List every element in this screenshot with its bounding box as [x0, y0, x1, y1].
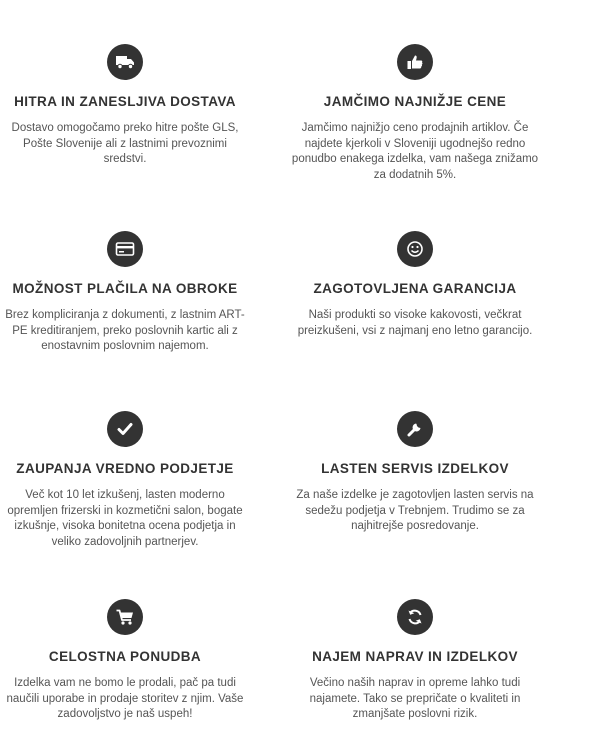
- shopping-cart-icon: [107, 599, 143, 635]
- feature-installments: [0, 231, 255, 355]
- check-icon: [107, 411, 143, 447]
- smiley-icon: [397, 231, 433, 267]
- feature-warranty: [285, 231, 545, 339]
- feature-title: ZAGOTOVLJENA GARANCIJA: [313, 281, 517, 296]
- feature-title: NAJEM NAPRAV IN IZDELKOV: [312, 649, 518, 664]
- feature-description: Naši produkti so visoke kakovosti, večkrat preizkušeni, vsi z najmanj eno letno garancijo.: [297, 309, 533, 337]
- feature-service: [285, 411, 545, 535]
- feature-title: LASTEN SERVIS IZDELKOV: [321, 461, 509, 476]
- feature-description: Za naše izdelke je zagotovljen lasten servis na sedežu podjetja v Trebnjem. Trudimo se za najhitrejše posredovanje.: [296, 489, 534, 532]
- feature-complete-offer: [0, 599, 255, 723]
- feature-title: HITRA IN ZANESLJIVA DOSTAVA: [14, 94, 236, 109]
- feature-delivery: [0, 44, 255, 168]
- truck-icon: [107, 44, 143, 80]
- feature-description: Dostavo omogočamo preko hitre pošte GLS, Pošte Slovenije ali z lastnimi prevoznimi sredstvi.: [11, 122, 239, 165]
- feature-title: MOŽNOST PLAČILA NA OBROKE: [12, 281, 238, 296]
- credit-card-icon: [107, 231, 143, 267]
- wrench-icon: [397, 411, 433, 447]
- feature-trustworthy: [0, 411, 255, 550]
- feature-rental: [285, 599, 545, 723]
- feature-description: Jamčimo najnižjo ceno prodajnih artiklov. Če najdete kjerkoli v Sloveniji ugodnejšo redno ponudbo enakega izdelka, vam našega znižamo za dodatnih 5%.: [291, 122, 539, 181]
- feature-description: Več kot 10 let izkušenj, lasten moderno opremljen frizerski in kozmetični salon, bogate izkušnje, visoka bonitetna ocena podjetja in veliko zadovoljnih partnerjev.: [7, 489, 243, 548]
- thumbs-up-icon: [397, 44, 433, 80]
- feature-title: JAMČIMO NAJNIŽJE CENE: [323, 94, 507, 109]
- feature-description: Brez kompliciranja z dokumenti, z lastnim ART-PE kreditiranjem, preko poslovnih kartic ali z enostavnim poslovnim najemom.: [5, 309, 245, 352]
- feature-title: ZAUPANJA VREDNO PODJETJE: [16, 461, 234, 476]
- refresh-icon: [397, 599, 433, 635]
- feature-description: Izdelka vam ne bomo le prodali, pač pa tudi naučili uporabe in prodaje storitev z njim. Vaše zadovoljstvo je naš uspeh!: [6, 677, 244, 720]
- feature-description: Večino naših naprav in opreme lahko tudi najamete. Tako se prepričate o kvaliteti in zmanjšate poslovni rizik.: [309, 677, 521, 720]
- feature-lowest-prices: [285, 44, 545, 183]
- feature-title: CELOSTNA PONUDBA: [48, 649, 202, 664]
